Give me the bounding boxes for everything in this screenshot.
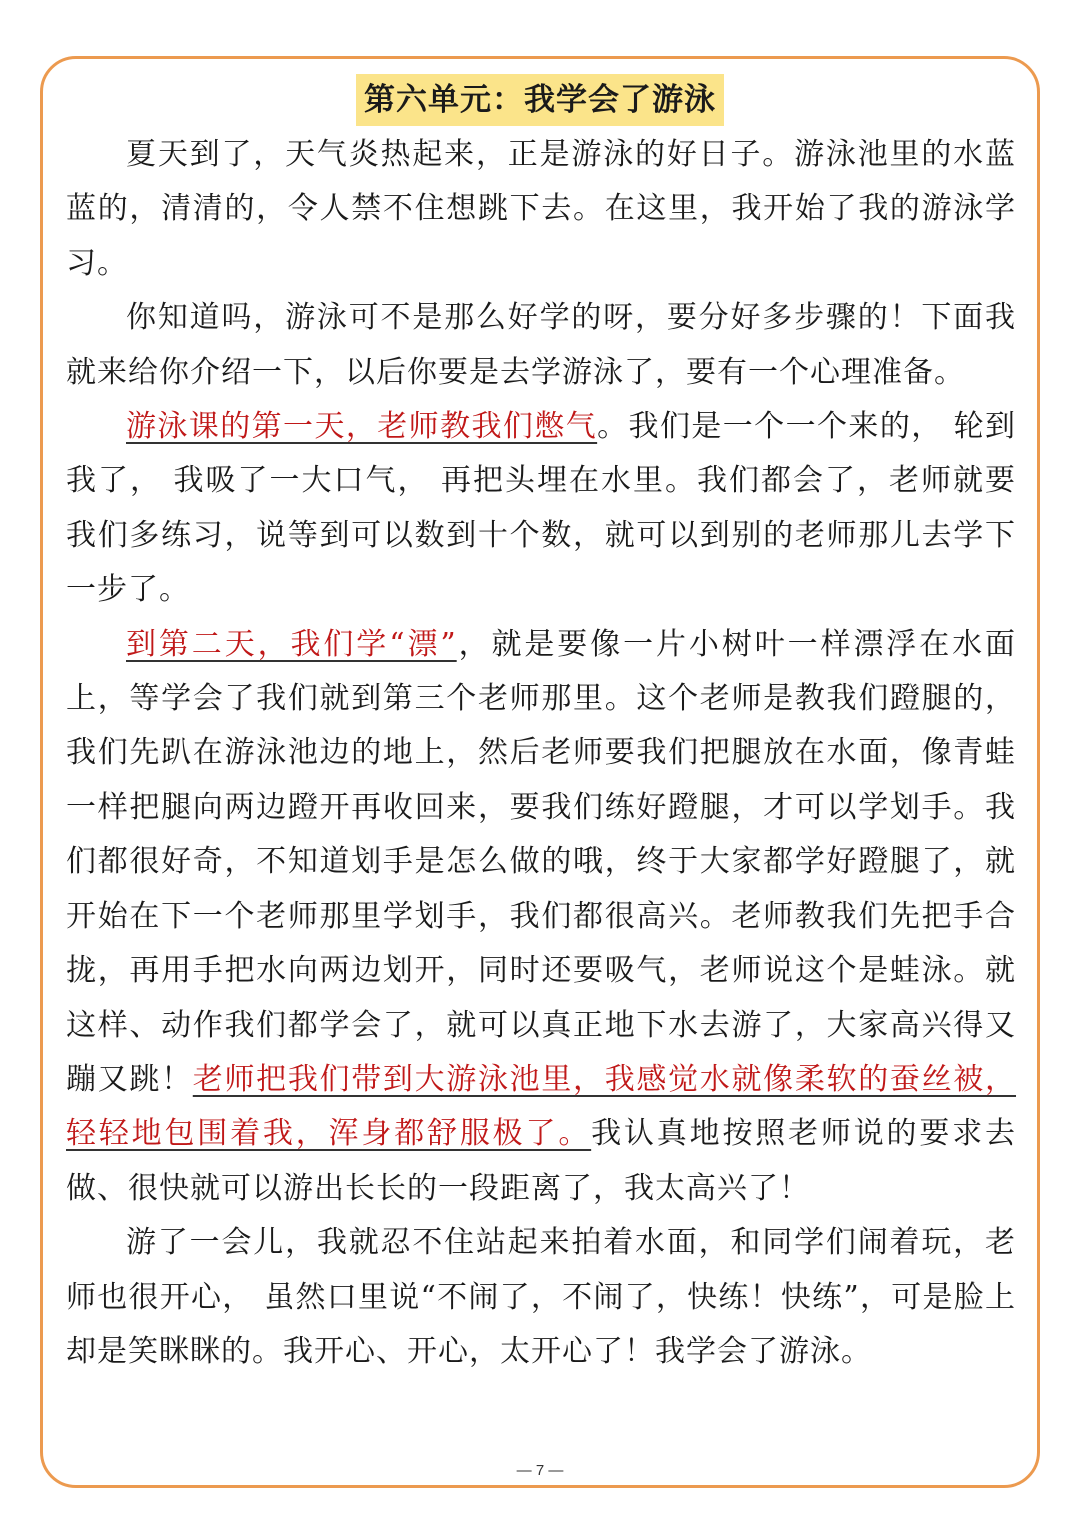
paragraph-2 xyxy=(66,291,1016,400)
paragraph-text: 夏天到了，天气炎热起来，正是游泳的好日子。游泳池里的水蓝蓝的，清清的，令人禁不住想跳下去。在这里，我开始了我的游泳学习。 xyxy=(66,137,1016,281)
paragraph-text: 游了一会儿，我就忍不住站起来拍着水面，和同学们闹着玩，老师也很开心， 虽然口里说“不闹了，不闹了，快练！快练”，可是脸上却是笑眯眯的。我开心、开心，太开心了！我学会了游泳。 xyxy=(66,1225,1016,1369)
paragraph-3 xyxy=(66,400,1016,618)
paragraph-5 xyxy=(66,1216,1016,1379)
paragraph-text: ，就是要像一片小树叶一样漂浮在水面上，等学会了我们就到第三个老师那里。这个老师是教我们蹬腿的，我们先趴在游泳池边的地上，然后老师要我们把腿放在水面，像青蛙一样把腿向两边蹬开再收回来，要我们练好蹬腿，才可以学划手。我们都很好奇，不知道划手是怎么做的哦，终于大家都学好蹬腿了，就开始在下一个老师那里学划手，我们都很高兴。老师教我们先把手合拢，再用手把水向两边划开，同时还要吸气，老师说这个是蛙泳。就这样、动作我们都学会了，就可以真正地下水去游了，大家高兴得又蹦又跳！ xyxy=(66,626,1016,1097)
paragraph-4 xyxy=(66,618,1016,1216)
paragraph-text: 我认真地按照老师说的要求去做、很快就可以游出长长的一段距离了，我太高兴了！ xyxy=(66,1116,1017,1206)
paragraph-1 xyxy=(66,128,1016,291)
highlighted-sentence: 到第二天，我们学“漂” xyxy=(126,626,457,662)
title-container xyxy=(0,74,1080,126)
highlighted-sentence: 游泳课的第一天，老师教我们憋气 xyxy=(126,409,598,445)
page-title: 第六单元：我学会了游泳 xyxy=(356,74,724,126)
article-body xyxy=(66,128,1016,1379)
paragraph-text: 你知道吗，游泳可不是那么好学的呀，要分好多步骤的！下面我就来给你介绍一下，以后你要是去学游泳了，要有一个心理准备。 xyxy=(66,300,1016,390)
highlighted-sentence: 老师把我们带到大游泳池里，我感觉水就像柔软的蚕丝被，轻轻地包围着我，浑身都舒服极了。 xyxy=(66,1061,1017,1152)
page-number: — 7 — xyxy=(516,1462,564,1479)
paragraph-text: 。我们是一个一个来的， 轮到我了， 我吸了一大口气， 再把头埋在水里。我们都会了，老师就要我们多练习，说等到可以数到十个数，就可以到别的老师那儿去学下一步了。 xyxy=(66,409,1016,608)
